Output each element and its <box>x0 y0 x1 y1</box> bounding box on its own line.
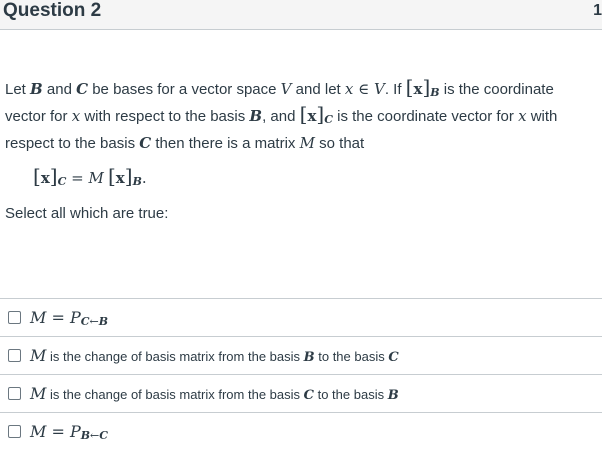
question-line-3: respect to the basis C then there is a matrix M so that <box>5 134 365 152</box>
answer-label-3[interactable]: M is the change of basis matrix from the basis C to the basis B <box>30 384 399 403</box>
answer-checkbox-4[interactable] <box>8 425 21 438</box>
answer-list <box>0 298 602 450</box>
question-line-2: vector for x with respect to the basis B, and $[x]_C$ is the coordinate vector for x with <box>5 102 558 126</box>
answer-label-2[interactable]: M is the change of basis matrix from the basis B to the basis C <box>30 346 399 365</box>
answer-label-4[interactable]: $M = P_{B\leftarrow C}$ <box>30 422 109 442</box>
answer-option-1[interactable] <box>0 298 602 336</box>
question-header <box>0 0 602 30</box>
answer-option-4[interactable] <box>0 412 602 450</box>
coord-vector-c: $[x]_C$ <box>299 102 333 126</box>
question-points: 1 <box>593 2 602 19</box>
display-equation: $[x]_C = M$ $[x]_B$. <box>33 164 147 188</box>
question-title: Question 2 <box>3 0 102 21</box>
answer-option-3[interactable] <box>0 374 602 412</box>
answer-option-2[interactable] <box>0 336 602 374</box>
coord-vector-b: $[x]_B$ <box>405 75 440 99</box>
question-text <box>5 76 597 157</box>
answer-label-1[interactable]: $M = P_{C\leftarrow B}$ <box>30 308 109 328</box>
answer-checkbox-2[interactable] <box>8 349 21 362</box>
answer-checkbox-3[interactable] <box>8 387 21 400</box>
question-line-1: Let B and C be bases for a vector space V and let x ∈ V. If $[x]_B$ is the coordinate <box>5 75 554 99</box>
instruction-text: Select all which are true: <box>5 205 169 222</box>
answer-checkbox-1[interactable] <box>8 311 21 324</box>
